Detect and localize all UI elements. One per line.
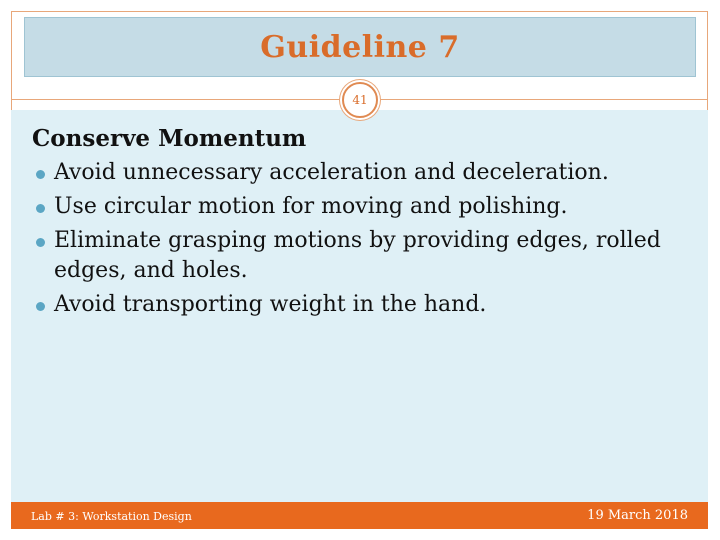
- bullet-text: Avoid transporting weight in the hand.: [54, 292, 487, 317]
- bullet-item: [32, 158, 692, 188]
- bullet-item: [32, 290, 692, 320]
- bullet-dot-icon: [36, 238, 45, 247]
- footer-bar: [11, 502, 708, 529]
- section-heading: Conserve Momentum: [32, 125, 307, 152]
- bullet-list: [32, 158, 692, 320]
- title-bar: [24, 17, 696, 77]
- slide-number: 41: [352, 93, 368, 107]
- bullet-item: [32, 226, 692, 286]
- footer-date: 19 March 2018: [587, 508, 688, 523]
- bullet-text: Use circular motion for moving and polishing.: [54, 194, 568, 219]
- slide-number-badge: [342, 82, 378, 118]
- bullet-text: Avoid unnecessary acceleration and deceleration.: [54, 160, 609, 185]
- bullet-item: [32, 192, 692, 222]
- bullet-dot-icon: [36, 302, 45, 311]
- slide-body: [32, 124, 692, 324]
- footer-course-label: Lab # 3: Workstation Design: [31, 510, 192, 523]
- bullet-dot-icon: [36, 170, 45, 179]
- bullet-text: Eliminate grasping motions by providing edges, rolled edges, and holes.: [54, 228, 661, 283]
- slide-title: Guideline 7: [260, 29, 460, 65]
- bullet-dot-icon: [36, 204, 45, 213]
